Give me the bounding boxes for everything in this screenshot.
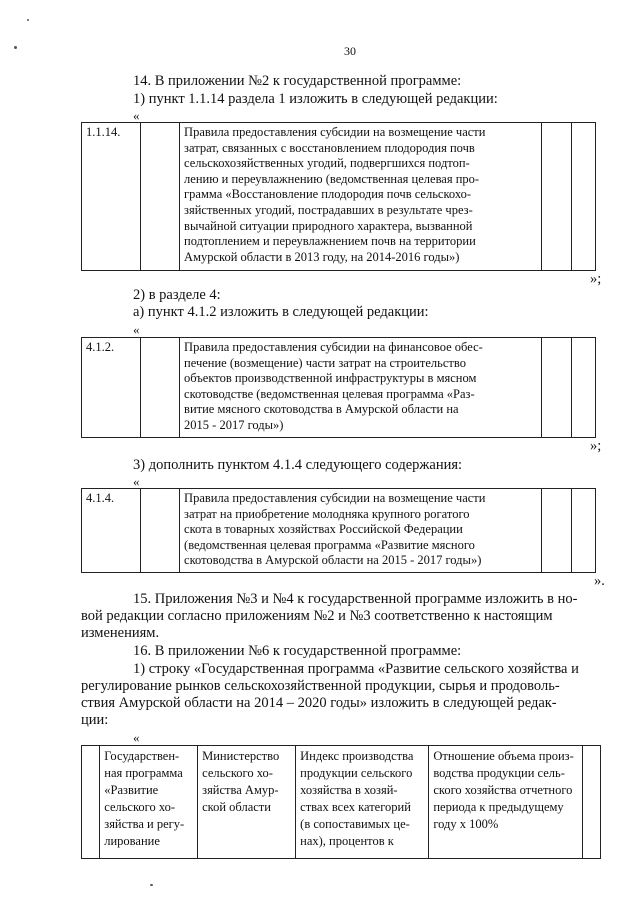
row-code: 4.1.2.	[82, 338, 141, 438]
item15-line: 15. Приложения №3 и №4 к государственной программе изложить в но-	[133, 591, 578, 607]
scan-speck	[14, 46, 17, 49]
row-code: 1.1.14.	[82, 123, 141, 271]
cell-line: сельского хо-	[104, 800, 176, 814]
table-row	[82, 338, 596, 438]
item16-line: регулирование рынков сельскохозяйственной продукции, сырья и продоволь-	[81, 678, 560, 694]
table-row	[82, 489, 596, 573]
desc-line: Правила предоставления субсидии на возмещение части	[184, 125, 486, 139]
empty-cell	[82, 746, 100, 859]
item14-sub2: 2) в разделе 4:	[133, 287, 221, 303]
close-quote: ».	[594, 573, 605, 589]
row-code: 4.1.4.	[82, 489, 141, 573]
item14-sub2a: а) пункт 4.1.2 изложить в следующей редакции:	[133, 304, 429, 320]
cell-line: зяйства Амур-	[202, 783, 279, 797]
empty-cell	[572, 123, 596, 271]
item14-sub3: 3) дополнить пунктом 4.1.4 следующего содержания:	[133, 457, 463, 473]
row-description	[180, 489, 542, 573]
cell-line: водства продукции сель-	[433, 766, 565, 780]
table-row	[82, 123, 596, 271]
cell-line: Индекс производства	[300, 749, 414, 763]
item15-line: изменениям.	[81, 625, 160, 641]
amendment-table-4-1-4	[81, 488, 596, 573]
desc-line: (ведомственная целевая программа «Развитие мясного	[184, 537, 475, 552]
open-quote: «	[133, 730, 140, 745]
desc-line: зяйственных угодий, пострадавших в результате чрез-	[184, 202, 473, 217]
desc-line: Правила предоставления субсидии на возмещение части	[184, 491, 486, 505]
desc-line: скота в товарных хозяйствах Российской Федерации	[184, 522, 463, 537]
item16-line: ции:	[81, 712, 109, 728]
cell-line: периода к предыдущему	[433, 800, 564, 814]
item14-heading: 14. В приложении №2 к государственной программе:	[133, 73, 462, 89]
desc-line: скотоводстве (ведомственная целевая программа «Раз-	[184, 386, 475, 401]
empty-cell	[140, 489, 179, 573]
desc-line: 2015 - 2017 годы»)	[184, 417, 284, 432]
cell-line: ского хозяйства отчетного	[433, 783, 573, 797]
cell-line: Государствен-	[104, 749, 180, 763]
cell-line: зяйства и регу-	[104, 817, 185, 831]
item16-heading: 16. В приложении №6 к государственной программе:	[133, 643, 462, 659]
cell-line: сельского хо-	[202, 766, 273, 780]
empty-cell	[572, 338, 596, 438]
cell-line: ная программа	[104, 766, 183, 780]
table-row	[82, 746, 601, 859]
desc-line: вычайной ситуации природного характера, вызванной	[184, 218, 473, 233]
cell-line: году х 100%	[433, 817, 499, 831]
amendment-table-4-1-2	[81, 337, 596, 438]
close-quote: »;	[590, 438, 602, 454]
desc-line: Амурской области в 2013 году, на 2014-2016 годы»)	[184, 249, 460, 264]
empty-cell	[542, 489, 572, 573]
amendment-table-1-1-14	[81, 122, 596, 271]
desc-line: лению и переувлажнению (ведомственная целевая про-	[184, 171, 480, 186]
empty-cell	[140, 338, 179, 438]
executor-cell	[198, 746, 296, 859]
open-quote: «	[133, 108, 140, 123]
open-quote: «	[133, 322, 140, 337]
program-table	[81, 745, 601, 859]
scan-speck	[27, 19, 29, 21]
desc-line: затрат на приобретение молодняка крупного рогатого	[184, 506, 470, 521]
desc-line: объектов производственной инфраструктуры в мясном	[184, 371, 477, 386]
row-description	[180, 338, 542, 438]
open-quote: «	[133, 474, 140, 489]
cell-line: продукции сельского	[300, 766, 413, 780]
row-description	[180, 123, 542, 271]
empty-cell	[582, 746, 600, 859]
empty-cell	[542, 123, 572, 271]
cell-line: ствах всех категорий	[300, 800, 411, 814]
program-name-cell	[100, 746, 198, 859]
close-quote: »;	[590, 271, 602, 287]
empty-cell	[572, 489, 596, 573]
item15-line: вой редакции согласно приложениям №2 и №3 соответственно к настоящим	[81, 608, 553, 624]
cell-line: хозяйства в хозяй-	[300, 783, 398, 797]
desc-line: затрат, связанных с восстановлением плодородия почв	[184, 140, 475, 155]
desc-line: грамма «Восстановление плодородия почв сельскохо-	[184, 187, 472, 202]
item16-line: ствия Амурской области на 2014 – 2020 годы» изложить в следующей редак-	[81, 695, 557, 711]
cell-line: Отношение объема произ-	[433, 749, 574, 763]
desc-line: Правила предоставления субсидии на финансовое обес-	[184, 340, 483, 354]
page-number: 30	[344, 44, 356, 58]
item16-line: 1) строку «Государственная программа «Развитие сельского хозяйства и	[133, 661, 579, 677]
cell-line: нах), процентов к	[300, 834, 394, 848]
cell-line: (в сопоставимых це-	[300, 817, 410, 831]
formula-cell	[429, 746, 582, 859]
empty-cell	[542, 338, 572, 438]
item14-sub1: 1) пункт 1.1.14 раздела 1 изложить в следующей редакции:	[133, 91, 498, 107]
scan-speck	[150, 884, 153, 886]
cell-line: Министерство	[202, 749, 280, 763]
desc-line: подтоплением и переувлажнением почв на территории	[184, 234, 476, 249]
empty-cell	[140, 123, 179, 271]
indicator-cell	[296, 746, 429, 859]
desc-line: сельскохозяйственных угодий, подвергшихся подтоп-	[184, 156, 470, 171]
cell-line: лирование	[104, 834, 160, 848]
cell-line: ской области	[202, 800, 271, 814]
desc-line: печение (возмещение) части затрат на строительство	[184, 355, 466, 370]
desc-line: витие мясного скотоводства в Амурской области на	[184, 402, 459, 417]
desc-line: скотоводства в Амурской области на 2015 - 2017 годы»)	[184, 553, 482, 568]
cell-line: «Развитие	[104, 783, 159, 797]
